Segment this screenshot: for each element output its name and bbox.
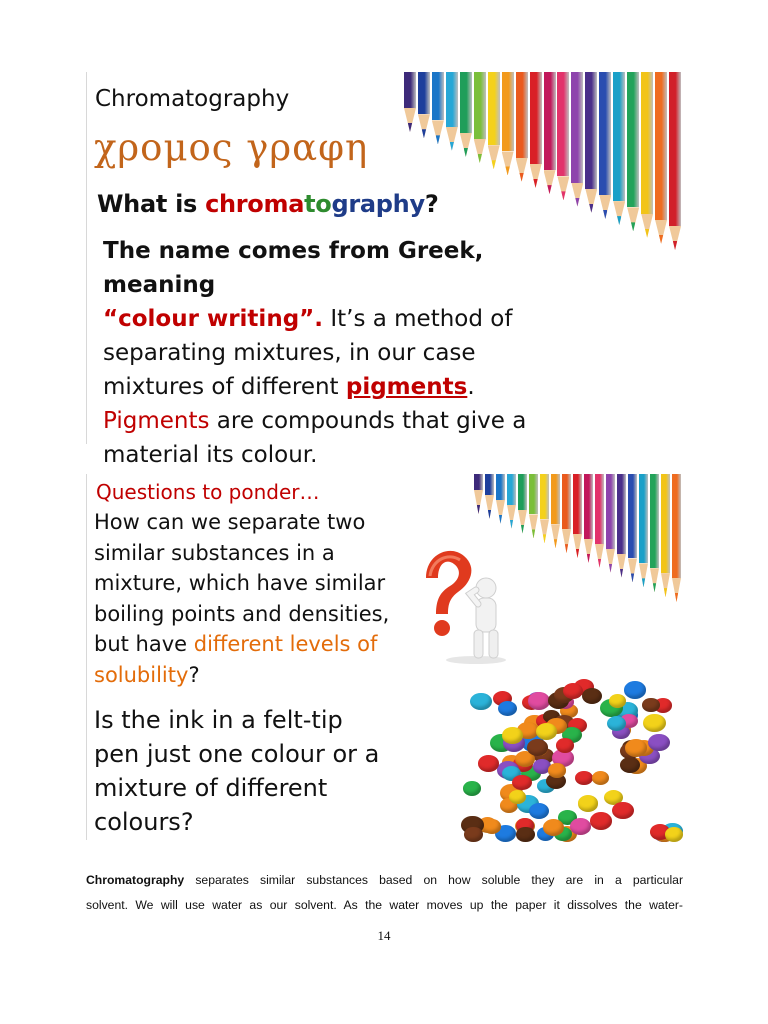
candy — [512, 775, 532, 791]
pencil — [641, 72, 653, 238]
candy — [563, 683, 583, 699]
definition-text: The name comes from Greek, meaning “colour writing”. It’s a method of separating mixtures, in our case mixtures of different pigments. Pigments are compounds that give a material its colour. — [103, 238, 527, 468]
candy — [536, 723, 557, 740]
candy — [483, 819, 501, 833]
greek-word: χρομος γραφη — [94, 126, 369, 169]
pencil — [460, 72, 472, 157]
candy — [625, 739, 647, 757]
candy — [570, 818, 591, 835]
pencil — [540, 474, 549, 543]
pencil — [585, 72, 597, 213]
pencil — [573, 474, 582, 558]
pencil — [661, 474, 670, 597]
pencil — [655, 72, 667, 244]
candy — [578, 795, 599, 812]
pencil — [584, 474, 593, 563]
pencil — [502, 72, 514, 175]
colored-pencils-image — [404, 72, 683, 257]
candy — [665, 827, 683, 842]
candy — [620, 757, 640, 773]
pencil — [595, 474, 604, 568]
bold-term: Chromatography — [86, 873, 185, 887]
slide-what-is-chromatography — [86, 72, 683, 468]
pencil — [557, 72, 569, 200]
pencil — [518, 474, 527, 534]
candy — [478, 755, 499, 772]
body-paragraph: Chromatography separates similar substances based on how soluble they are in a particular solvent. We will use water as our solvent. As the water moves up the paper it dissolves the water- — [86, 873, 683, 912]
candy — [464, 827, 482, 842]
page-number: 14 — [377, 928, 391, 943]
candy — [527, 739, 549, 756]
candy — [648, 734, 670, 752]
candy — [548, 763, 566, 777]
pencil — [488, 72, 500, 169]
slide-title: Chromatography — [95, 86, 290, 112]
candy — [516, 827, 534, 842]
pencil — [669, 72, 681, 250]
candy — [575, 771, 593, 785]
candy — [643, 714, 666, 732]
candy — [543, 819, 564, 836]
slide-questions-to-ponder — [86, 474, 683, 840]
pencil — [606, 474, 615, 573]
question-two-text: Is the ink in a felt-tip pen just one colour or a mixture of different colours? — [94, 706, 380, 836]
pencil — [627, 72, 639, 231]
candy — [528, 692, 551, 710]
candy — [592, 771, 610, 785]
question-heading: What is chromatography? — [97, 190, 439, 218]
candy — [590, 812, 612, 830]
slide-border — [86, 72, 87, 444]
candy — [529, 803, 550, 819]
pencil — [404, 72, 416, 132]
candy — [498, 701, 517, 716]
pencil — [551, 474, 560, 548]
pencil — [474, 72, 486, 163]
colorful-candies-image — [454, 668, 683, 840]
pencil — [432, 72, 444, 144]
candy — [582, 688, 602, 704]
questions-heading: Questions to ponder… — [96, 480, 320, 504]
question-one-text: How can we separate two similar substances in a mixture, which have similar boiling points and densities, but have different levels of solubility? — [94, 510, 390, 687]
pencil — [599, 72, 611, 219]
pencil — [529, 474, 538, 538]
candy — [470, 693, 491, 710]
pencil — [562, 474, 571, 553]
candy — [463, 781, 481, 795]
candy — [502, 727, 523, 744]
pencil — [418, 72, 430, 138]
pencil — [650, 474, 659, 592]
candy — [642, 698, 659, 712]
pencil — [507, 474, 516, 529]
pencil — [672, 474, 681, 602]
slide-border — [86, 474, 87, 840]
pencil — [544, 72, 556, 194]
pencil — [474, 474, 483, 514]
candy — [624, 681, 646, 699]
pencil — [571, 72, 583, 207]
pencil — [617, 474, 626, 578]
pencil — [516, 72, 528, 182]
candy — [612, 802, 634, 819]
pencil — [530, 72, 542, 188]
pencil — [628, 474, 637, 582]
pencil — [496, 474, 505, 524]
pencil — [446, 72, 458, 151]
pencil — [613, 72, 625, 225]
pencil — [485, 474, 494, 519]
pencil — [639, 474, 648, 587]
candy — [556, 738, 574, 753]
